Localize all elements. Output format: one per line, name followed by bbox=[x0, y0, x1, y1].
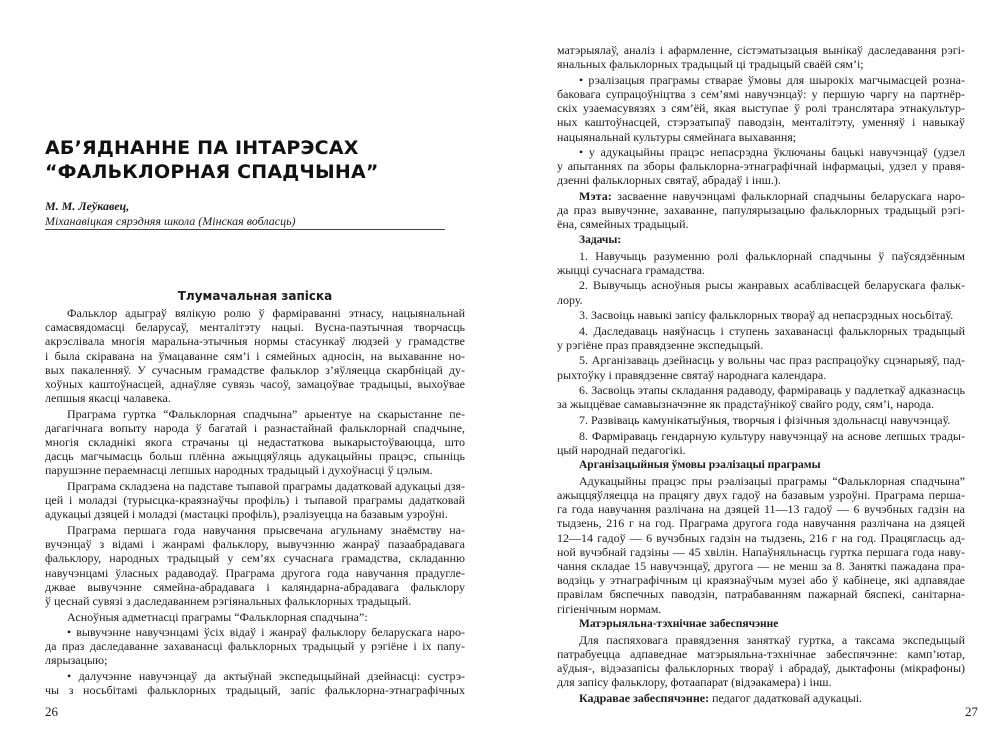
text-line bbox=[45, 306, 465, 320]
line-text: 6. Засвоіць этапы складання радаводу, фарміраваць у падлеткаў адказнасць bbox=[579, 383, 965, 398]
paragraph bbox=[557, 324, 965, 352]
text-line bbox=[557, 602, 965, 616]
line-text: Фальклор адыграў вялікую ролю ў фарміраванні этнасу, нацыянальнай bbox=[67, 306, 465, 320]
line-text: да праз даследаванне захаванасці фальклорных традыцый у рэгіёне і іх папу- bbox=[45, 639, 465, 654]
text-line bbox=[557, 397, 965, 411]
left-text-column bbox=[45, 306, 465, 699]
paragraph bbox=[557, 43, 965, 71]
text-line bbox=[557, 443, 965, 457]
title-divider bbox=[45, 229, 445, 230]
text-line bbox=[557, 647, 965, 661]
line-text: дагагічнага вопыту народа ў багатай і разнастайнай фальклорнай спадчыне, bbox=[45, 420, 465, 435]
line-text: Задачы: bbox=[579, 234, 622, 246]
text-line bbox=[45, 377, 465, 391]
text-line bbox=[557, 189, 965, 203]
subheading bbox=[557, 233, 965, 247]
section-heading: Тлумачальная запіска bbox=[177, 289, 333, 303]
paragraph bbox=[557, 278, 965, 306]
line-text: Праграма гуртка “Фальклорная спадчына” арыентуе на скарыстанне пе- bbox=[67, 406, 465, 421]
text-line bbox=[557, 413, 965, 427]
line-text: цый народнай педагогікі. bbox=[557, 442, 686, 457]
line-text: ной вучэбнай гадзіны — 45 хвілін. Напаўняльнасць гуртка першага года наву- bbox=[557, 544, 965, 559]
line-text: правілам бяспечных паводзін, патрабаванням пажарнай бяспекі, санітарна- bbox=[557, 587, 965, 602]
text-line bbox=[557, 159, 965, 173]
line-text: аўдыя-, відэазапісы фальклорных твораў і абрадаў, дыктафоны (мікрафоны) bbox=[557, 661, 965, 676]
paragraph bbox=[45, 407, 465, 478]
text-line bbox=[557, 115, 965, 129]
paragraph bbox=[557, 413, 965, 427]
article-title bbox=[45, 136, 379, 184]
text-line bbox=[557, 617, 965, 631]
text-line bbox=[557, 324, 965, 338]
line-text: лору. bbox=[557, 292, 583, 307]
line-text: га года навучання разлічана на дзяцей 11—13 гадоў — 6 вучэбных гадзін на bbox=[557, 502, 965, 517]
line-text: чы з носьбітамі фальклорных традыцый, запіс фальклорна-этнаграфічных bbox=[45, 683, 465, 698]
line-text: у рэгіёне праз правядзенне экспедыцый. bbox=[557, 337, 764, 352]
text-line bbox=[45, 537, 465, 551]
text-line bbox=[557, 263, 965, 277]
line-text: патрабуецца адпаведнае матэрыяльна-тэхнічнае забеспячэнне: камп’ютар, bbox=[557, 646, 965, 661]
text-line bbox=[557, 173, 965, 187]
line-text: цей і моладзі (турысцка-краязнаўчы профіль) і тыпавой праграмы дадатковай bbox=[45, 493, 465, 508]
text-line bbox=[45, 493, 465, 507]
line-text: ў цеснай сувязі з даследаваннем рэгіянальных фальклорных традыцый. bbox=[45, 593, 412, 608]
line-text: ных каштоўнасцей, стэрэатыпаў паводзін, менталітэту, уменняў і навыкаў bbox=[557, 115, 965, 130]
line-text: Праграма першага года навучання прысвечана агульнаму знаёмству на- bbox=[67, 522, 465, 537]
paragraph bbox=[557, 145, 965, 188]
left-page bbox=[0, 0, 500, 742]
line-text: Праграма складзена на падставе тыпавой праграмы дадатковай адукацыі дзя- bbox=[67, 479, 465, 494]
line-text: баковага супрацоўніцтва з сем’ямі навучэнцаў: у першую чаргу на партнёр- bbox=[557, 86, 965, 101]
text-line bbox=[557, 661, 965, 675]
paragraph bbox=[557, 383, 965, 411]
line-text: 3. Засвоіць навыкі запісу фальклорных твораў ад непасрэдных носьбітаў. bbox=[579, 308, 954, 323]
text-line bbox=[557, 488, 965, 502]
article-title-line: “ФАЛЬКЛОРНАЯ СПАДЧЫНА” bbox=[45, 161, 379, 183]
line-text: для запісу фальклору, фотаапарат (відэакамера) і інш. bbox=[557, 675, 832, 690]
text-line bbox=[45, 507, 465, 521]
page-number: 26 bbox=[45, 704, 58, 719]
text-line bbox=[557, 293, 965, 307]
page-number: 27 bbox=[965, 704, 978, 719]
author-name: М. М. Леўкавец, bbox=[45, 199, 130, 213]
text-line bbox=[45, 566, 465, 580]
text-line bbox=[45, 449, 465, 463]
text-line bbox=[557, 502, 965, 516]
line-text: 2. Вывучыць асноўныя рысы жанравых асаблівасцей беларускага фальк- bbox=[579, 278, 965, 293]
text-line bbox=[45, 479, 465, 493]
line-text: гігіенічным нормам. bbox=[557, 601, 662, 616]
text-line bbox=[557, 474, 965, 488]
text-line bbox=[45, 391, 465, 405]
paragraph bbox=[45, 610, 465, 624]
line-text: матэрыялаў, аналіз і афармленне, сістэматызацыя вынікаў даследавання рэгі- bbox=[557, 43, 965, 57]
text-line bbox=[45, 683, 465, 697]
subheading bbox=[557, 617, 965, 631]
paragraph bbox=[45, 479, 465, 522]
line-text: дасць магчымасць больш плённа ажыццяўляць адукацыйны працэс, спыніць bbox=[45, 449, 465, 464]
line-text: засваенне навучэнцамі фальклорнай спадчыны беларускага наро- bbox=[611, 189, 965, 204]
line-text: акрэслівала многія маральна-этычныя нормы стасункаў людзей у грамадстве bbox=[45, 334, 465, 349]
text-line bbox=[557, 587, 965, 601]
line-text: джвае вывучэнне сямейна-абрадавага і каляндарна-абрадавага фальклору bbox=[45, 579, 465, 594]
paragraph bbox=[557, 249, 965, 277]
line-text: Матэрыяльна-тэхнічнае забеспячэнне bbox=[579, 618, 779, 631]
text-line bbox=[45, 407, 465, 421]
line-text: Асноўныя адметнасці праграмы “Фальклорная спадчына”: bbox=[67, 609, 368, 624]
line-text: фальклору, народных традыцый у сем’ях сучаснага грамадства, складанню bbox=[45, 551, 465, 566]
text-line bbox=[557, 203, 965, 217]
text-line bbox=[557, 130, 965, 144]
text-line bbox=[557, 233, 965, 247]
text-line bbox=[45, 669, 465, 683]
line-text: 7. Развіваць камунікатыўныя, творчыя і фізічныя здольнасці навучэнцаў. bbox=[579, 412, 951, 427]
text-line bbox=[557, 308, 965, 322]
text-line bbox=[45, 551, 465, 565]
line-text: лярызацыю; bbox=[45, 653, 108, 668]
line-text: 4. Даследаваць наяўнасць і ступень захаванасці фальклорных традыцый bbox=[579, 323, 965, 338]
text-line bbox=[45, 610, 465, 624]
text-line bbox=[557, 278, 965, 292]
text-line bbox=[557, 57, 965, 71]
paragraph bbox=[557, 353, 965, 381]
text-line bbox=[557, 217, 965, 231]
paragraph bbox=[45, 625, 465, 668]
text-line bbox=[557, 516, 965, 530]
text-line bbox=[45, 653, 465, 667]
paragraph bbox=[557, 73, 965, 144]
line-text: лепшыя якасці чалавека. bbox=[45, 391, 171, 406]
right-page bbox=[500, 0, 1001, 742]
line-text: 1. Навучыць разуменню ролі фальклорнай спадчыны ў паўсядзённым bbox=[579, 248, 965, 263]
line-text: навучэнцамі ўласных радаводаў. Праграма другога года навучання прадугле- bbox=[45, 565, 465, 580]
text-line bbox=[557, 429, 965, 443]
line-text: парушэнне пераемнасці лепшых народных традыцый і духоўнасці ў цэлым. bbox=[45, 463, 433, 478]
line-text: 5. Арганізаваць дзейнасць у вольны час праз распрацоўку сцэнарыяў, пад- bbox=[579, 353, 965, 368]
line-text: тыдзень, 216 г на год. Праграма другога года навучання разлічана на дзяцей bbox=[557, 516, 965, 531]
text-line bbox=[557, 675, 965, 689]
text-line bbox=[557, 545, 965, 559]
line-text: Арганізацыйныя ўмовы рэалізацыі праграмы bbox=[579, 459, 821, 472]
text-line bbox=[557, 383, 965, 397]
text-line bbox=[45, 334, 465, 348]
line-text: рыхтоўку і правядзенне святаў народнага календара. bbox=[557, 367, 827, 382]
line-text: • у адукацыйны працэс непасрэдна ўключаны бацькі навучэнцаў (удзел bbox=[579, 145, 965, 160]
text-line bbox=[45, 580, 465, 594]
text-line bbox=[557, 145, 965, 159]
text-line bbox=[557, 573, 965, 587]
paragraph bbox=[557, 429, 965, 457]
text-line bbox=[45, 421, 465, 435]
line-text: 12—14 гадоў — 6 вучэбных гадзін на тыдзень, 216 г на год. Працягласць ад- bbox=[557, 530, 965, 545]
line-text: Для паспяховага правядзення заняткаў гуртка, а таксама экспедыцый bbox=[579, 632, 965, 647]
paragraph bbox=[557, 691, 965, 705]
text-line bbox=[557, 559, 965, 573]
line-text: вых пакаленняў. У сучасным грамадстве фальклор з’яўляецца скарбніцай ду- bbox=[45, 362, 465, 377]
line-text: многія складнікі якога страчаны ці недастаткова выкарыстоўваюцца, што bbox=[45, 435, 465, 450]
line-text: ажыццяўляецца на працягу двух гадоў на базавым узроўні. Праграма перша- bbox=[557, 488, 965, 503]
paragraph bbox=[557, 308, 965, 322]
text-line bbox=[557, 43, 965, 57]
line-text: жыцці сучаснага грамадства. bbox=[557, 262, 705, 277]
line-text: • вывучэнне навучэнцамі ўсіх відаў і жанраў фальклору беларускага наро- bbox=[67, 625, 465, 640]
text-line bbox=[45, 363, 465, 377]
line-text: хоўных каштоўнасцей, аднаўляе сувязь часоў, замацоўвае традыцыі, выхоўвае bbox=[45, 376, 465, 391]
line-text: • далучэнне навучэнцаў да актыўнай экспедыцыйнай дзейнасці: сустрэ- bbox=[67, 669, 465, 684]
line-text: у апытаннях па зборы фальклорна-этнаграфічнай інфармацыі, удзел у правя- bbox=[557, 159, 965, 174]
text-line bbox=[45, 463, 465, 477]
text-line bbox=[557, 338, 965, 352]
paragraph bbox=[557, 474, 965, 616]
article-title-line: АБ’ЯДНАННЕ ПА ІНТАРЭСАХ bbox=[45, 137, 359, 159]
line-text: самасвядомасці беларусаў, менталітэту нацыі. Вусна-паэтычная творчасць bbox=[45, 320, 465, 335]
line-text: дзенні фальклорных святаў, абрадаў і інш.). bbox=[557, 173, 781, 188]
line-text: ёна, сямейных традыцый. bbox=[557, 217, 689, 232]
line-text: адукацыі дзяцей і моладзі (мастацкі профіль), рэалізуецца на базавым узроўні. bbox=[45, 507, 448, 522]
line-text: педагог дадатковай адукацыі. bbox=[709, 690, 863, 705]
text-line bbox=[557, 73, 965, 87]
line-text: • рэалізацыя праграмы стварае ўмовы для шырокіх магчымасцей розна- bbox=[579, 72, 965, 87]
lead-label: Кадравае забеспячэнне: bbox=[579, 690, 710, 705]
lead-label: Мэта: bbox=[579, 189, 612, 204]
text-line bbox=[45, 435, 465, 449]
text-line bbox=[557, 458, 965, 472]
text-line bbox=[45, 625, 465, 639]
text-line bbox=[45, 523, 465, 537]
line-text: скіх узаемасувязях з сям’ёй, якая выступае ў ролі транслятара этнакультур- bbox=[557, 101, 965, 116]
text-line bbox=[557, 249, 965, 263]
line-text: Адукацыйны працэс пры рэалізацыі праграмы “Фальклорная спадчына” bbox=[579, 473, 965, 488]
text-line bbox=[557, 633, 965, 647]
paragraph bbox=[45, 306, 465, 405]
paragraph bbox=[45, 669, 465, 697]
subheading bbox=[557, 458, 965, 472]
author-affiliation: Міханавіцкая сярэдняя школа (Мінская вобласць) bbox=[45, 214, 296, 228]
text-line bbox=[557, 87, 965, 101]
paragraph bbox=[557, 633, 965, 690]
right-text-column bbox=[557, 43, 965, 706]
paragraph bbox=[557, 189, 965, 232]
text-line bbox=[45, 594, 465, 608]
text-line bbox=[45, 320, 465, 334]
line-text: чання складае 15 навучэнцаў, другога — не менш за 8. Заняткі пажадана пра- bbox=[557, 559, 965, 574]
line-text: да праз вывучэнне, захаванне, папулярызацыю фальклорных традыцый рэгі- bbox=[557, 203, 965, 218]
paragraph bbox=[45, 523, 465, 608]
line-text: нацыянальнай культуры сямейнага выхавання; bbox=[557, 129, 797, 144]
text-line bbox=[557, 353, 965, 367]
line-text: 8. Фарміраваць гендарную культуру навучэнцаў на аснове лепшых трады- bbox=[579, 428, 965, 443]
line-text: за жыццёвае самавызначэнне як прадстаўнікоў свайго роду, сям’і, народа. bbox=[557, 397, 935, 412]
text-line bbox=[557, 691, 965, 705]
text-line bbox=[557, 101, 965, 115]
line-text: водзіць у этнаграфічным ці краязнаўчым музеі або ў кабінеце, які адпавядае bbox=[557, 573, 965, 588]
text-line bbox=[45, 639, 465, 653]
line-text: і была скіравана на ўмацаванне сям’і і сямейных адносін, на выхаванне но- bbox=[45, 348, 465, 363]
text-line bbox=[557, 531, 965, 545]
text-line bbox=[45, 349, 465, 363]
text-line bbox=[557, 368, 965, 382]
line-text: янальных фальклорных традыцый ці традыцый сваёй сям’і; bbox=[557, 57, 864, 72]
line-text: вучэнцаў з відамі і жанрамі фальклору, вывучэнню жанраў пазаабрадавага bbox=[45, 537, 465, 552]
